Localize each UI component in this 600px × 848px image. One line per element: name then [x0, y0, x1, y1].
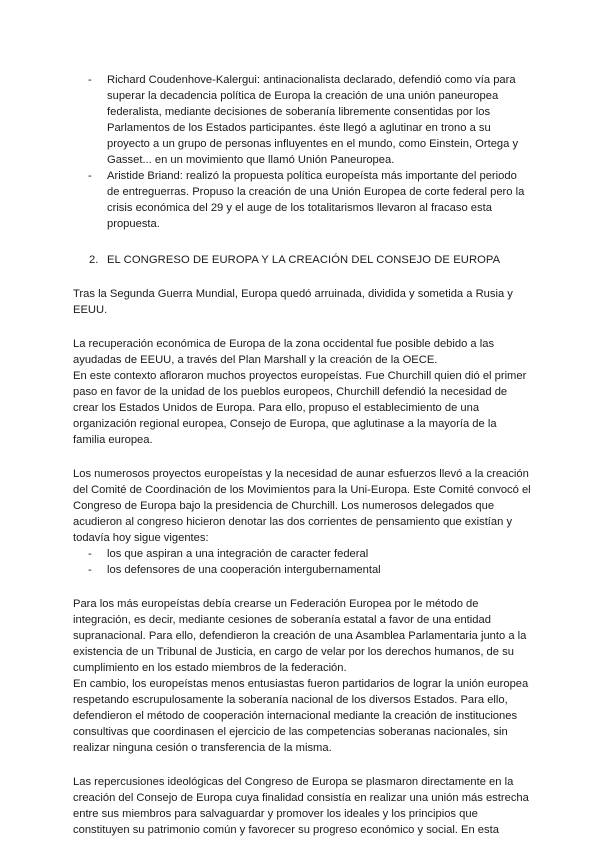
- section-title: EL CONGRESO DE EUROPA Y LA CREACIÓN DEL CONSEJO DE EUROPA: [107, 254, 501, 266]
- list-item-federal: [73, 546, 531, 562]
- currents-list: [73, 546, 531, 578]
- paragraph-churchill: En este contexto afloraron muchos proyectos europeístas. Fue Churchill quien dió el primer paso en favor de la unidad de los pueblos europeos, Churchill defendió la necesidad de crear los Estados Unidos de Europa. Para ello, propuso el establecimiento de una organización regional europea, Consejo de Europa, que aglutinase a la mayoría de la familia europea.: [73, 370, 527, 446]
- list-item-intergovernmental: [73, 562, 531, 578]
- paragraph-council: Las repercusiones ideológicas del Congreso de Europa se plasmaron directamente en la creación del Consejo de Europa cuya finalidad consistía en realizar una unión más estrecha entre sus miembros para salvaguardar y promover los ideales y los principios que constituyen su patrimonio común y favorecer su progreso económico y social. En esta: [73, 776, 529, 836]
- list-item-briand: [73, 168, 531, 232]
- list-item-text: Richard Coudenhove-Kalergui: antinacionalista declarado, defendió como vía para superar la decadencia política de Europa la creación de una unión paneuropea federalista, mediante decisiones de soberanía libremente consentidas por los Parlamentos de los Estados participantes. éste llegó a aglutinar en trono a su proyecto a un grupo de personas influyentes en el mundo, como Einstein, Ortega y Gasset... en un movimiento que llamó Unión Paneuropea.: [107, 74, 519, 166]
- paragraph-recovery: La recuperación económica de Europa de la zona occidental fue posible debido a las ayudadas de EEUU, a través del Plan Marshall y la creación de la OECE.: [73, 338, 495, 366]
- paragraph-unionists: En cambio, los europeístas menos entusiastas fueron partidarios de lograr la unión europea respetando escrupulosamente la soberanía nacional de los diversos Estados. Para ello, defendieron el método de cooperación internacional mediante la creación de instituciones consultivas que coordinasen el ejercicio de las competencias soberanas nacionales, sin realizar ninguna cesión o transferencia de la misma.: [73, 678, 529, 754]
- list-item-text: Aristide Briand: realizó la propuesta política europeísta más importante del periodo de entreguerras. Propuso la creación de una Unión Europea de corte federal pero la crisis económica del 29 y el auge de los totalitarismos llevaron al fracaso esta propuesta.: [107, 170, 525, 230]
- section-heading: [73, 252, 531, 268]
- list-item-text: los que aspiran a una integración de caracter federal: [107, 548, 369, 560]
- paragraph-federalists: Para los más europeístas debía crearse un Federación Europea por le método de integración, es decir, mediante cesiones de soberanía estatal a favor de una entidad supranacional. Para ello, defendieron la creación de una Asamblea Parlamentaria junto a la existencia de un Tribunal de Justicia, en cargo de velar por los derechos humanos, de su cumplimiento en los estado miembros de la federación.: [73, 598, 527, 674]
- dash-marker: -: [88, 170, 92, 182]
- paragraph-postwar: Tras la Segunda Guerra Mundial, Europa quedó arruinada, dividida y sometida a Rusia y EEUU.: [73, 288, 513, 316]
- section-number: 2.: [89, 254, 99, 266]
- list-item-coudenhove: [73, 72, 531, 168]
- precursors-list: [73, 72, 531, 232]
- paragraph-congress: Los numerosos proyectos europeístas y la necesidad de aunar esfuerzos llevó a la creación del Comité de Coordinación de los Movimientos para la Uni-Europa. Este Comité convocó el Congreso de Europa bajo la presidencia de Churchill. Los numerosos delegados que acudieron al congreso hicieron denotar las dos corrientes de pensamiento que existían y todavía hoy sigue vigentes:: [73, 468, 531, 544]
- dash-marker: -: [88, 548, 92, 560]
- dash-marker: -: [88, 74, 92, 86]
- dash-marker: -: [88, 564, 92, 576]
- document-body: [73, 72, 531, 838]
- list-item-text: los defensores de una cooperación intergubernamental: [107, 564, 381, 576]
